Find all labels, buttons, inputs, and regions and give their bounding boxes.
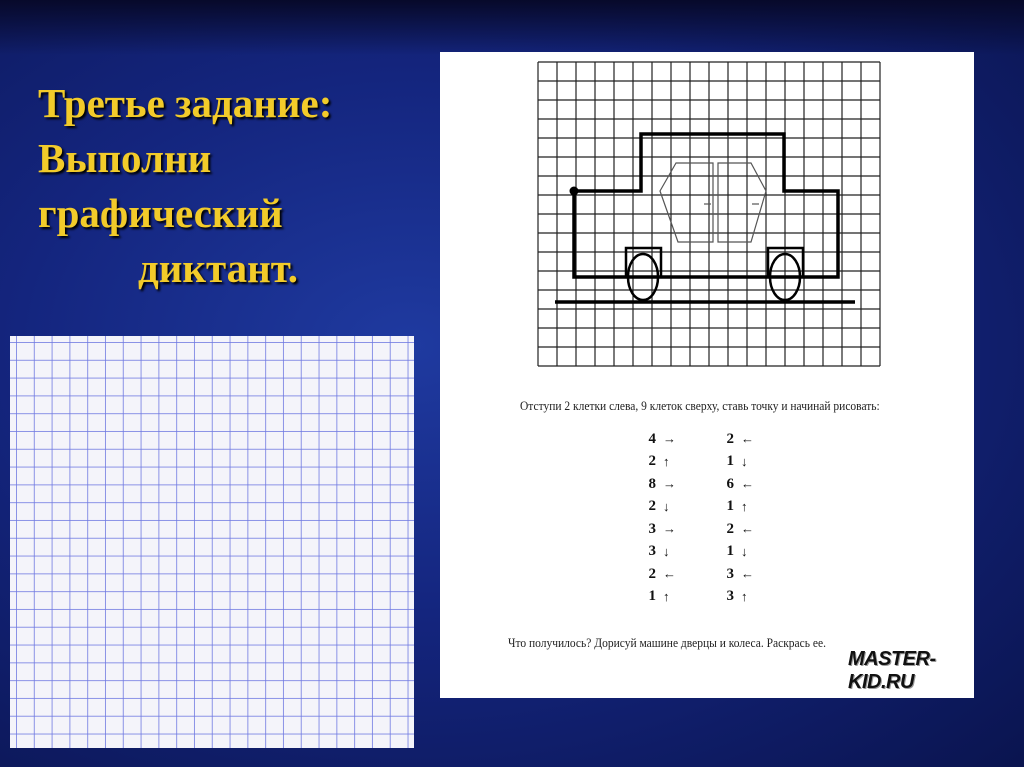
arrow-left-icon: ← xyxy=(663,566,676,582)
step-count: 1 xyxy=(726,453,734,470)
title-line-2: Выполни xyxy=(38,135,212,181)
start-dot xyxy=(570,187,579,196)
step-item xyxy=(718,451,758,474)
step-item xyxy=(718,518,758,541)
arrow-right-icon: → xyxy=(663,431,676,447)
arrow-right-icon: → xyxy=(663,521,676,537)
arrow-down-icon: ↓ xyxy=(663,543,670,559)
arrow-up-icon: ↑ xyxy=(741,498,748,514)
title-line-1: Третье задание: xyxy=(38,80,333,126)
step-count: 2 xyxy=(648,565,656,582)
car-grid-drawing xyxy=(440,52,974,698)
arrow-up-icon: ↑ xyxy=(663,588,670,604)
step-count: 8 xyxy=(648,475,656,492)
step-item xyxy=(640,451,680,474)
step-count: 6 xyxy=(726,475,734,492)
step-item xyxy=(640,496,680,519)
step-item xyxy=(640,428,680,451)
step-count: 3 xyxy=(726,565,734,582)
step-count: 1 xyxy=(648,588,656,605)
step-item xyxy=(718,586,758,609)
top-shadow-band xyxy=(0,0,1024,55)
arrow-down-icon: ↓ xyxy=(741,453,748,469)
arrow-down-icon: ↓ xyxy=(741,543,748,559)
step-count: 1 xyxy=(726,543,734,560)
graph-paper-image xyxy=(10,336,414,748)
title-line-3: графический xyxy=(38,190,283,236)
step-item xyxy=(640,563,680,586)
step-item xyxy=(718,496,758,519)
car-outline xyxy=(555,134,855,302)
worksheet-grid xyxy=(538,62,880,366)
step-item xyxy=(718,473,758,496)
step-count: 2 xyxy=(726,430,734,447)
step-count: 1 xyxy=(726,498,734,515)
title-line-4: диктант. xyxy=(138,245,299,291)
step-count: 2 xyxy=(726,520,734,537)
steps-column-left xyxy=(640,428,680,608)
arrow-left-icon: ← xyxy=(741,521,754,537)
arrow-up-icon: ↑ xyxy=(741,588,748,604)
step-count: 3 xyxy=(726,588,734,605)
step-item xyxy=(640,473,680,496)
steps-column-right xyxy=(718,428,758,608)
step-count: 2 xyxy=(648,453,656,470)
arrow-left-icon: ← xyxy=(741,431,754,447)
step-item xyxy=(718,428,758,451)
step-item xyxy=(718,541,758,564)
step-item xyxy=(718,563,758,586)
car-windows xyxy=(660,163,766,242)
step-item xyxy=(640,541,680,564)
arrow-up-icon: ↑ xyxy=(663,453,670,469)
step-count: 2 xyxy=(648,498,656,515)
step-item xyxy=(640,586,680,609)
arrow-right-icon: → xyxy=(663,476,676,492)
slide-title xyxy=(38,76,428,296)
source-watermark: MASTER-KID.RU xyxy=(848,648,936,693)
question-text: Что получилось? Дорисуй машине дверцы и колеса. Раскрась ее. xyxy=(508,636,826,650)
arrow-left-icon: ← xyxy=(741,566,754,582)
step-count: 4 xyxy=(648,430,656,447)
arrow-left-icon: ← xyxy=(741,476,754,492)
step-count: 3 xyxy=(648,520,656,537)
step-item xyxy=(640,518,680,541)
step-count: 3 xyxy=(648,543,656,560)
arrow-down-icon: ↓ xyxy=(663,498,670,514)
dictation-worksheet xyxy=(440,52,974,698)
instruction-text: Отступи 2 клетки слева, 9 клеток сверху, ставь точку и начинай рисовать: xyxy=(520,399,880,413)
